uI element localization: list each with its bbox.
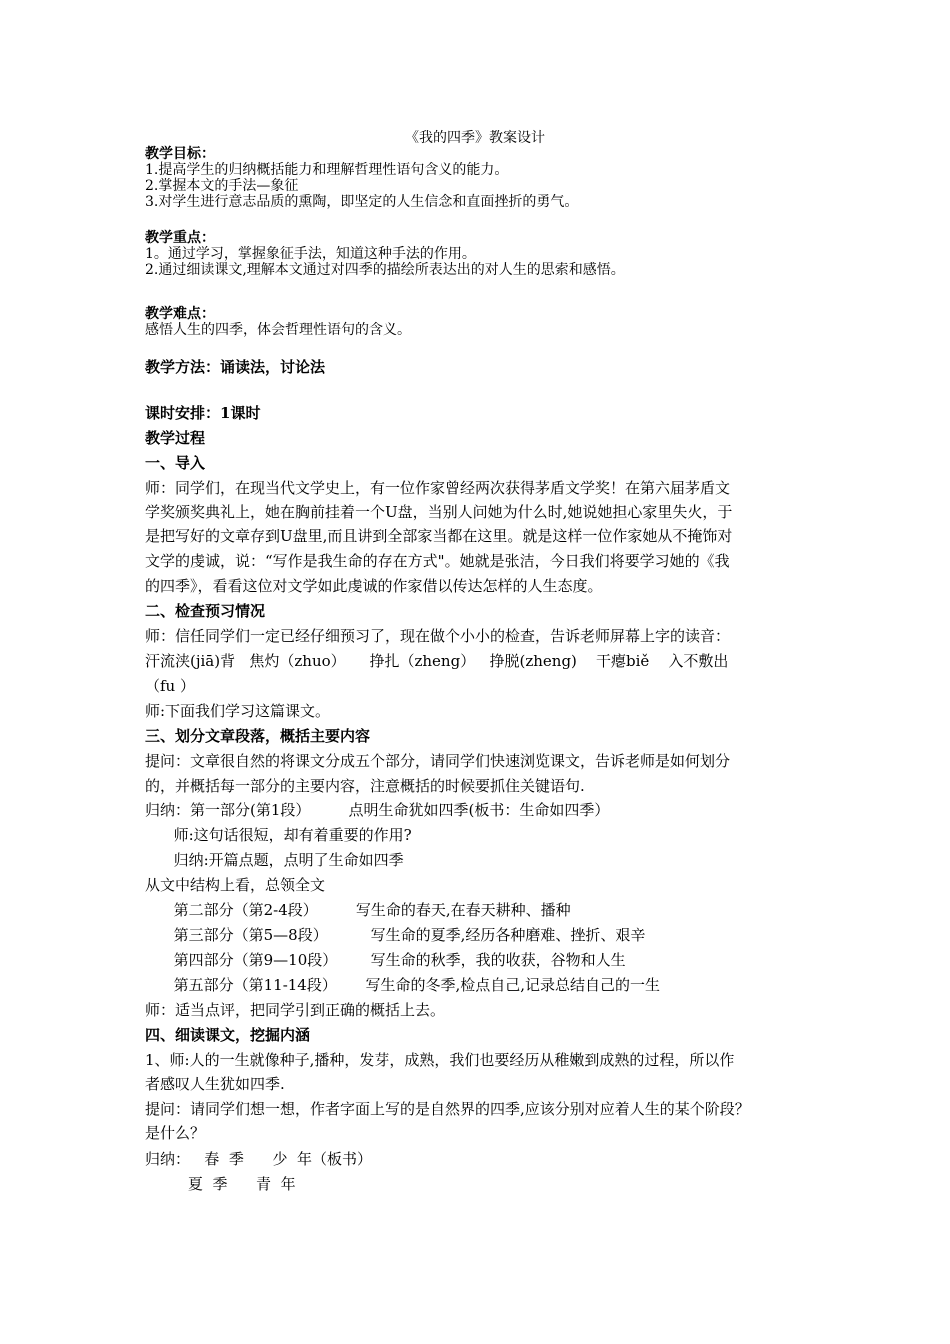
paragraph-line: 学奖颁奖典礼上，她在胸前挂着一个U盘，当别人问她为什么时,她说她担心家里失火，于 [145,503,733,521]
paragraph-line: 夏 季 青 年 [145,1175,296,1193]
section-heading: 二、检查预习情况 [145,602,266,620]
difficulties-text: 感悟人生的四季，体会哲理性语句的含义。 [145,322,411,338]
page-title: 《我的四季》教案设计 [405,130,545,146]
paragraph-line: 师:这句话很短，却有着重要的作用? [145,826,412,844]
paragraph-line: 者感叹人生犹如四季. [145,1075,285,1093]
paragraph-line: 1、师:人的一生就像种子,播种，发芽，成熟，我们也要经历从稚嫩到成熟的过程，所以作 [145,1051,735,1069]
paragraph-line: 第五部分（第11-14段） 写生命的冬季,检点自己,记录总结自己的一生 [145,976,660,994]
paragraph-line: 的四季》，看看这位对文学如此虔诚的作家借以传达怎样的人生态度。 [145,577,603,595]
teaching-method: 教学方法：诵读法，讨论法 [145,358,326,376]
section-heading: 一、导入 [145,454,206,472]
paragraph-line: 第三部分（第5—8段） 写生命的夏季,经历各种磨难、挫折、艰辛 [145,926,646,944]
difficulties-heading: 教学难点： [145,306,215,322]
process-heading: 教学过程 [145,429,206,447]
class-schedule: 课时安排：1课时 [145,404,261,422]
paragraph-line: 文学的虔诚，说：“写作是我生命的存在方式"。她就是张洁，今日我们将要学习她的《我 [145,552,730,570]
paragraph-line: 师:下面我们学习这篇课文。 [145,702,331,720]
paragraph-line: 师：信任同学们一定已经仔细预习了，现在做个小小的检查，告诉老师屏幕上字的读音： [145,627,731,645]
paragraph-line: 第四部分（第9—10段） 写生命的秋季，我的收获，谷物和人生 [145,951,626,969]
objective-item: 1.提高学生的归纳概括能力和理解哲理性语句含义的能力。 [145,162,509,178]
paragraph-line: 是什么？ [145,1124,206,1142]
key-point-item: 2.通过细读课文,理解本文通过对四季的描绘所表达出的对人生的思索和感悟。 [145,262,625,278]
paragraph-line: 归纳： 春 季 少 年（板书） [145,1150,372,1168]
paragraph-line: 从文中结构上看，总领全文 [145,876,326,894]
key-points-heading: 教学重点： [145,230,215,246]
objective-item: 3.对学生进行意志品质的熏陶，即坚定的人生信念和直面挫折的勇气。 [145,194,579,210]
key-point-item: 1。通过学习，掌握象征手法，知道这种手法的作用。 [145,246,476,262]
paragraph-line: 第二部分（第2-4段） 写生命的春天,在春天耕种、播种 [145,901,571,919]
paragraph-line: 归纳：第一部分(第1段） 点明生命犹如四季(板书：生命如四季） [145,801,610,819]
paragraph-line: 师：同学们，在现当代文学史上，有一位作家曾经两次获得茅盾文学奖！在第六届茅盾文 [145,479,731,497]
paragraph-line: 归纳:开篇点题，点明了生命如四季 [145,851,404,869]
paragraph-line: 师：适当点评，把同学引到正确的概括上去。 [145,1001,446,1019]
paragraph-line: 汗流浃(jiā)背 焦灼（zhuo） 挣扎（zheng） 挣脱(zheng) 干瘪biě 入不敷出 [145,652,729,670]
paragraph-line: 提问：请同学们想一想，作者字面上写的是自然界的四季,应该分别对应着人生的某个阶段？ [145,1100,750,1118]
section-heading: 三、划分文章段落，概括主要内容 [145,727,371,745]
objectives-heading: 教学目标： [145,146,215,162]
objective-item: 2.掌握本文的手法—象征 [145,178,299,194]
paragraph-line: 的，并概括每一部分的主要内容，注意概括的时候要抓住关键语句. [145,777,585,795]
paragraph-line: （fu ） [145,677,195,695]
paragraph-line: 是把写好的文章存到U盘里,而且讲到全部家当都在这里。就是这样一位作家她从不掩饰对 [145,527,733,545]
section-heading: 四、细读课文，挖掘内涵 [145,1026,311,1044]
paragraph-line: 提问：文章很自然的将课文分成五个部分，请同学们快速浏览课文，告诉老师是如何划分 [145,752,731,770]
